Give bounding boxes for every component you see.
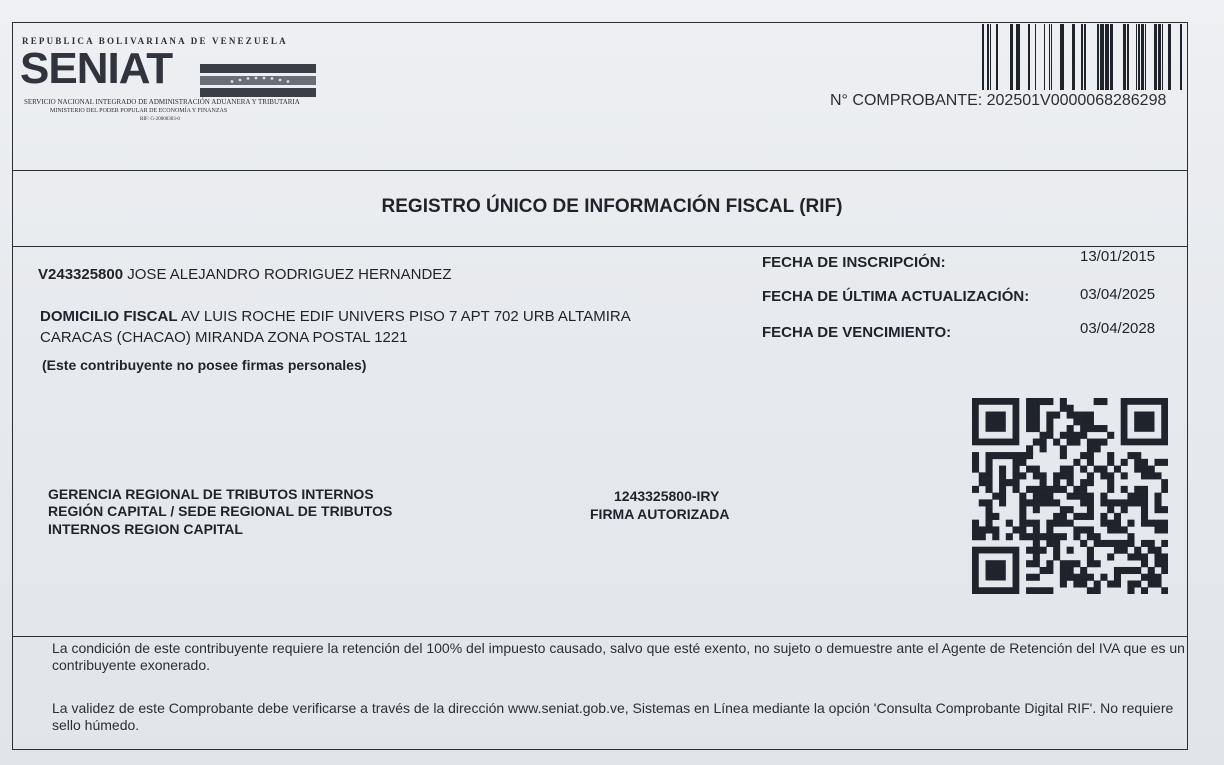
office-line-2: REGIÓN CAPITAL / SEDE REGIONAL DE TRIBUTOS <box>48 503 393 519</box>
logo-wordmark: SENIAT <box>20 44 173 93</box>
domicilio-label: DOMICILIO FISCAL <box>40 308 178 325</box>
logo-country: REPUBLICA BOLIVARIANA DE VENEZUELA <box>22 36 288 46</box>
signature-label: FIRMA AUTORIZADA <box>590 506 730 522</box>
office-line-3: INTERNOS REGION CAPITAL <box>48 521 243 537</box>
document-title: REGISTRO ÚNICO DE INFORMACIÓN FISCAL (RIF) <box>381 196 843 217</box>
actualizacion-label: FECHA DE ÚLTIMA ACTUALIZACIÓN: <box>762 288 1030 305</box>
actualizacion-value: 03/04/2025 <box>1080 286 1156 303</box>
title-divider <box>12 246 1188 247</box>
vencimiento-label: FECHA DE VENCIMIENTO: <box>762 324 952 341</box>
domicilio-address-2: CARACAS (CHACAO) MIRANDA ZONA POSTAL 1221 <box>40 329 408 346</box>
footer-retention-notice: La condición de este contribuyente requiere la retención del 100% del impuesto causado, salvo que esté exento, no sujeto o demuestre ante el Agente de Retención del IVA que es un contribuyente exonerado. <box>52 640 1185 673</box>
footer-validity-notice: La validez de este Comprobante debe verificarse a través de la dirección www.seniat.gob.ve, Sistemas en Línea mediante la opción 'Consulta Comprobante Digital RIF'. No requiere sello húmedo. <box>52 700 1174 733</box>
taxpayer-line <box>38 266 451 283</box>
logo-institution: SERVICIO NACIONAL INTEGRADO DE ADMINISTRACIÓN ADUANERA Y TRIBUTARIA <box>24 98 300 106</box>
taxpayer-rif: V243325800 <box>38 266 124 283</box>
qr-code-icon <box>972 398 1168 594</box>
domicilio-line-1 <box>40 308 631 325</box>
taxpayer-name: JOSE ALEJANDRO RODRIGUEZ HERNANDEZ <box>127 266 452 283</box>
signature-code: 1243325800-IRY <box>614 488 720 504</box>
vencimiento-value: 03/04/2028 <box>1080 320 1156 337</box>
header-divider <box>12 170 1188 171</box>
inscripcion-value: 13/01/2015 <box>1080 248 1156 265</box>
inscripcion-label: FECHA DE INSCRIPCIÓN: <box>762 254 946 271</box>
office-line-1: GERENCIA REGIONAL DE TRIBUTOS INTERNOS <box>48 486 374 502</box>
comprobante-number: N° COMPROBANTE: 202501V0000068286298 <box>830 92 1167 109</box>
domicilio-address-1: AV LUIS ROCHE EDIF UNIVERS PISO 7 APT 702 URB ALTAMIRA <box>180 308 631 325</box>
barcode-icon <box>980 22 1190 92</box>
logo-rif: RIF: G-20000303-0 <box>140 117 180 122</box>
seniat-logo <box>20 36 320 128</box>
taxpayer-note: (Este contribuyente no posee firmas personales) <box>42 357 367 373</box>
footer-divider <box>12 636 1188 637</box>
logo-ministry: MINISTERIO DEL PODER POPULAR DE ECONOMÍA Y FINANZAS <box>50 108 228 114</box>
